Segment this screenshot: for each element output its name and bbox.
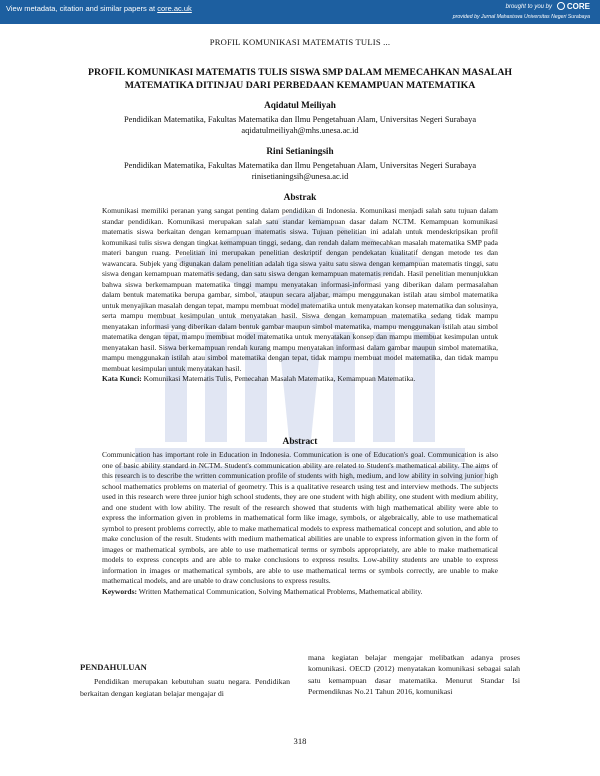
brought-by-text: brought to you by — [505, 4, 552, 10]
author-name: Aqidatul Meiliyah — [264, 100, 336, 110]
keywords-text: Written Mathematical Communication, Solving Mathematical Problems, Mathematical ability. — [138, 586, 423, 596]
author-name: Rini Setianingsih — [266, 146, 334, 156]
left-column — [80, 662, 290, 699]
keywords-label: Keywords: — [102, 586, 137, 596]
title-line-1: PROFIL KOMUNIKASI MATEMATIS TULIS SISWA SMP DALAM MEMECAHKAN MASALAH — [87, 67, 513, 78]
paper-title — [40, 67, 560, 92]
provided-by-text: provided by Jurnal Mahasiswa Universitas Negeri Surabaya — [452, 14, 590, 20]
abstrak-heading: Abstrak — [283, 193, 317, 203]
author-affiliation: Pendidikan Matematika, Fakultas Matematika dan Ilmu Pengetahuan Alam, Universitas Negeri Surabaya — [123, 160, 477, 170]
author-email[interactable]: rinisetianingsih@unesa.ac.id — [251, 172, 349, 181]
author-affiliation: Pendidikan Matematika, Fakultas Matematika dan Ilmu Pengetahuan Alam, Universitas Negeri Surabaya — [123, 114, 477, 124]
metadata-link[interactable]: View metadata, citation and similar papers at core.ac.uk — [6, 4, 192, 13]
kata-kunci-label: Kata Kunci: — [102, 374, 142, 383]
core-logo[interactable]: CORE — [557, 2, 590, 11]
right-column-paragraph: mana kegiatan belajar mengajar melibatkan adanya proses komunikasi. OECD (2012) menyatakan komunikasi sebagai salah satu kemampuan dasar matematika. Menurut Standar Isi Permendiknas No.21 Tahun 2016, komunikasi — [308, 653, 520, 697]
author-block-2 — [40, 146, 560, 183]
section-heading: PENDAHULUAN — [80, 662, 147, 672]
page-number: 318 — [293, 736, 307, 746]
core-site-link[interactable]: core.ac.uk — [157, 4, 192, 13]
title-line-2: MATEMATIKA DITINJAU DARI PERBEDAAN KEMAMPUAN MATEMATIKA — [124, 79, 476, 91]
running-header: PROFIL KOMUNIKASI MATEMATIS TULIS ... — [209, 37, 391, 47]
kata-kunci-text: Komunikasi Matematis Tulis, Pemecahan Masalah Matematika, Kemampuan Matematika. — [143, 374, 416, 383]
author-email[interactable]: aqidatulmeiliyah@mhs.unesa.ac.id — [241, 126, 359, 135]
abstrak-body — [102, 206, 498, 385]
abstract-body — [102, 450, 498, 597]
right-column — [308, 652, 520, 698]
author-block-1 — [40, 100, 560, 137]
abstrak-text: Komunikasi memiliki peranan yang sangat penting dalam pendidikan di Indonesia. Komunikasi menjadi salah satu tujuan dalam standar pendidikan. Komunikasi merupakan salah satu standar kemampuan dasar dalam NCTM. Kemampuan komunikasi matematis siswa berkaitan dengan kemampuan matematis siswa. Tujuan penelitian ini adalah untuk mendeskripsikan profil komunikasi tulis siswa dengan tingkat kemampuan tinggi, sedang, dan rendah dalam memecahkan masalah matematika SMP pada materi bangun ruang. Penelitian ini merupakan penelitian deskriptif dengan pendekatan kualitatif dengan metode tes dan wawancara. Subjek yang digunakan dalam penelitian adalah tiga siswa yaitu satu siswa dengan kemampuan matematis tinggi, satu siswa dengan kemampuan matematis sedang, dan satu siswa dengan kemampuan matematis rendah. Hasil penelitian menunjukkan bahwa siswa berkemampuan matematika tinggi mampu menyatakan informasi-informasi yang diberikan dalam permasalahan dalam bentuk matematika berupa gambar, simbol, ataupun secara aljabar, mampu menggunakan istilah atau simbol matematika untuk menyajikan masalah dengan tepat, mampu membuat model matematika untuk menyatakan konsep matematika dan solusinya, serta mampu membuat kesimpulan untuk menyatakan hasil. Siswa dengan kemampuan matematika sedang tidak mampu menyatakan informasi yang diberikan dalam bentuk gambar maupun simbol matematika, mampu menggunakan istilah atau simbol matematika dengan tepat, mampu membuat model matematika untuk menyatakan konsep dan mampu membuat kesimpulan untuk menyatakan hasil. Siswa berkemampuan rendah kurang mampu menyatakan informasi dalam gambar maupun simbol matematika, mampu menggunakan istilah atau simbol matematika dengan tepat, tidak mampu membuat model matematika, dan tidak mampu membuat kesimpulan untuk menyatakan hasil. — [102, 206, 498, 373]
abstract-heading: Abstract — [282, 437, 318, 447]
core-banner — [0, 0, 600, 24]
left-column-paragraph: Pendidikan merupakan kebutuhan suatu negara. Pendidikan berkaitan dengan kegiatan belajar mengajar di — [80, 677, 290, 698]
abstract-text: Communication has important role in Education in Indonesia. Communication is one of Education's goal. Communication is also one of basic ability standard in NCTM. Student's communication ability are related to Student's mathematical ability. The aims of this research is to describe the written communication profile of students with high, medium, and low ability in solving junior high school mathematics problems on material of geometry. This is a qualitative research using test and interview methods. The subjects used in this research were three junior high school students, they are one student with high ability, one student with medium ability, and one student with low ability. The result of the research showed that students with high mathematical ability were able to express the information given in problems in mathematical form like image, symbols, or algebraically, able to use mathematical symbol to present problems correctly, able to make mathematical models to express mathematical concept and solution, and able to make conclusion of the result. Students with medium mathematical abilities are unable to express information given in the form of images or mathematical symbols, are able to use mathematical terms or symbols appropriately, are able to make mathematical models to express concepts and are able to make conclusions to express results. Low-ability students are unable to express information in images or mathematical symbols, are able to use mathematical terms or symbols correctly, are unable to make mathematical models, and are unable to draw conclusions to express results. — [102, 450, 498, 585]
core-logo-icon — [557, 2, 565, 10]
